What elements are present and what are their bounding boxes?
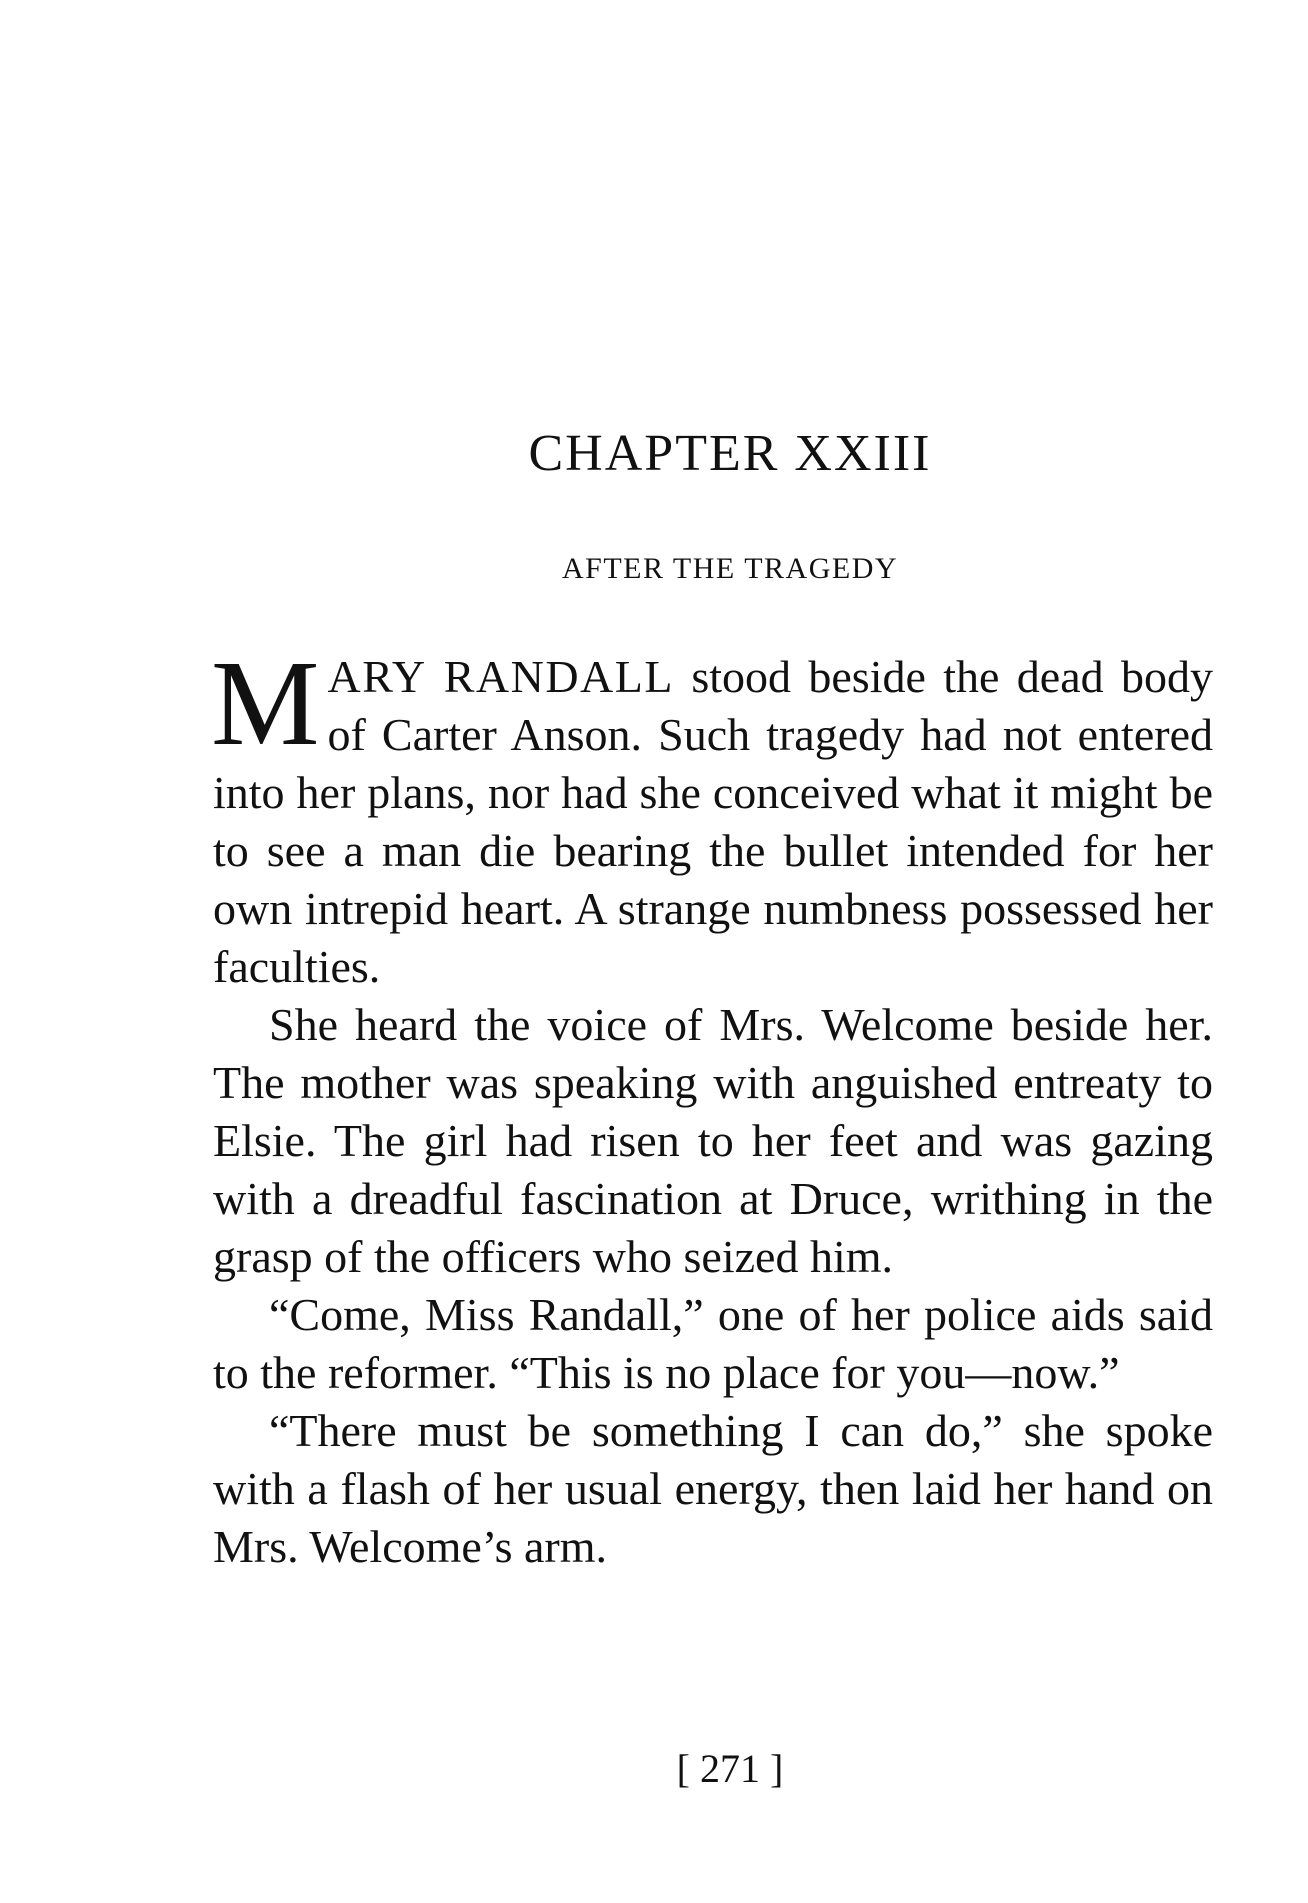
paragraph-3: “Come, Miss Randall,” one of her police aids said to the reformer. “This is no place for you—now.” — [213, 1289, 1213, 1398]
drop-cap: M — [211, 636, 320, 771]
paragraph-4: “There must be something I can do,” she spoke with a flash of her usual energy, then laid her hand on Mrs. Welcome’s arm. — [213, 1405, 1213, 1572]
paragraph-2: She heard the voice of Mrs. Welcome beside her. The mother was speaking with anguished entreaty to Elsie. The girl had risen to her feet and was gazing with a dreadful fascination at Druce, writhing in the grasp of the officers who seized him. — [213, 999, 1213, 1282]
chapter-body — [211, 636, 1213, 1576]
opening-words: ARY RANDALL — [327, 651, 674, 702]
chapter-subtitle: AFTER THE TRAGEDY — [561, 552, 899, 585]
chapter-title: CHAPTER XXIII — [528, 425, 932, 482]
paragraph-1-text: stood beside the dead body of Carter Anson. Such tragedy had not entered into her plans, nor had she conceived what it might be to see a man die bearing the bullet intended for her own intrepid heart. A strange numbness possessed her faculties. — [213, 651, 1213, 992]
paragraph-1 — [211, 636, 1213, 996]
page-number: [ 271 ] — [676, 1746, 784, 1791]
